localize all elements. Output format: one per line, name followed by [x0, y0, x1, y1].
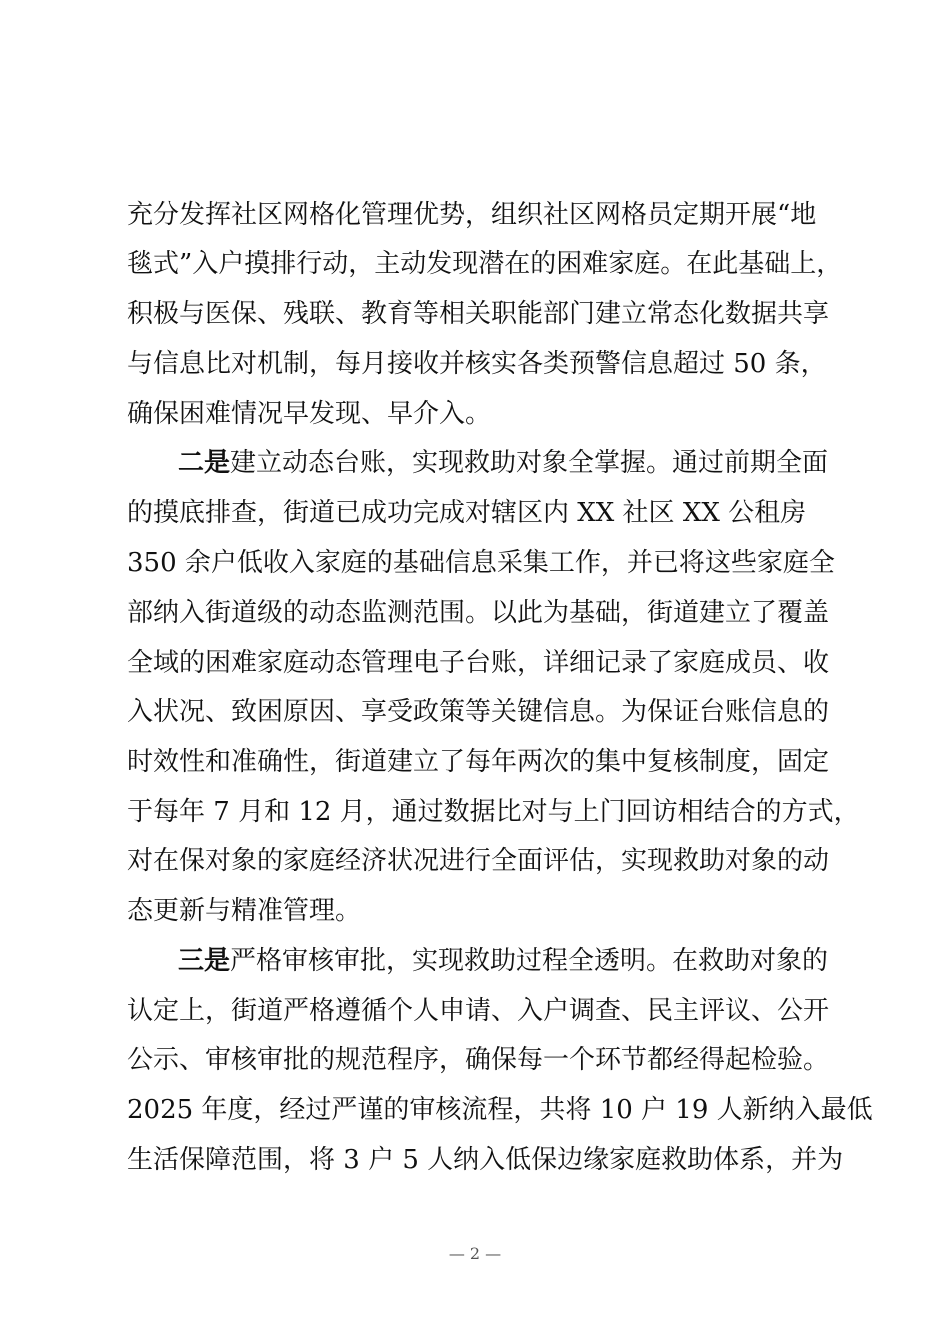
text-line: 全域的困难家庭动态管理电子台账，详细记录了家庭成员、收 [127, 648, 830, 678]
paragraph-3-first-line [178, 943, 828, 979]
text-line: 积极与医保、残联、教育等相关职能部门建立常态化数据共享 [127, 299, 830, 329]
text-line: 部纳入街道级的动态监测范围。以此为基础，街道建立了覆盖 [127, 598, 830, 628]
text-line: 对在保对象的家庭经济状况进行全面评估，实现救助对象的动 [127, 846, 830, 876]
text-line: 充分发挥社区网格化管理优势，组织社区网格员定期开展“地 [127, 200, 817, 230]
text-segment: 建立动态台账，实现救助对象全掌握。通过前期全面 [230, 448, 829, 478]
page-number: — 2 — [448, 1244, 502, 1263]
text-line: 与信息比对机制，每月接收并核实各类预警信息超过 50 条， [127, 349, 827, 379]
paragraph-heading: 二是 [178, 448, 231, 478]
text-line: 350 余户低收入家庭的基础信息采集工作，并已将这些家庭全 [127, 548, 835, 578]
text-line: 2025 年度，经过严谨的审核流程，共将 10 户 19 人新纳入最低 [127, 1095, 873, 1125]
text-line: 入状况、致困原因、享受政策等关键信息。为保证台账信息的 [127, 697, 830, 727]
text-line: 的摸底排查，街道已成功完成对辖区内 XX 社区 XX 公租房 [127, 498, 807, 528]
text-line: 态更新与精准管理。 [127, 896, 362, 926]
text-line: 于每年 7 月和 12 月，通过数据比对与上门回访相结合的方式， [127, 797, 860, 827]
text-segment: 严格审核审批，实现救助过程全透明。在救助对象的 [230, 946, 829, 976]
paragraph-2-first-line [178, 445, 828, 481]
text-line: 认定上，街道严格遵循个人申请、入户调查、民主评议、公开 [127, 996, 830, 1026]
text-line: 生活保障范围，将 3 户 5 人纳入低保边缘家庭救助体系，并为 [127, 1145, 844, 1175]
text-line: 公示、审核审批的规范程序，确保每一个环节都经得起检验。 [127, 1045, 830, 1075]
text-line: 时效性和准确性，街道建立了每年两次的集中复核制度，固定 [127, 747, 830, 777]
text-line: 确保困难情况早发现、早介入。 [127, 399, 492, 429]
text-line: 毯式”入户摸排行动，主动发现潜在的困难家庭。在此基础上， [127, 249, 843, 279]
paragraph-heading: 三是 [178, 946, 231, 976]
